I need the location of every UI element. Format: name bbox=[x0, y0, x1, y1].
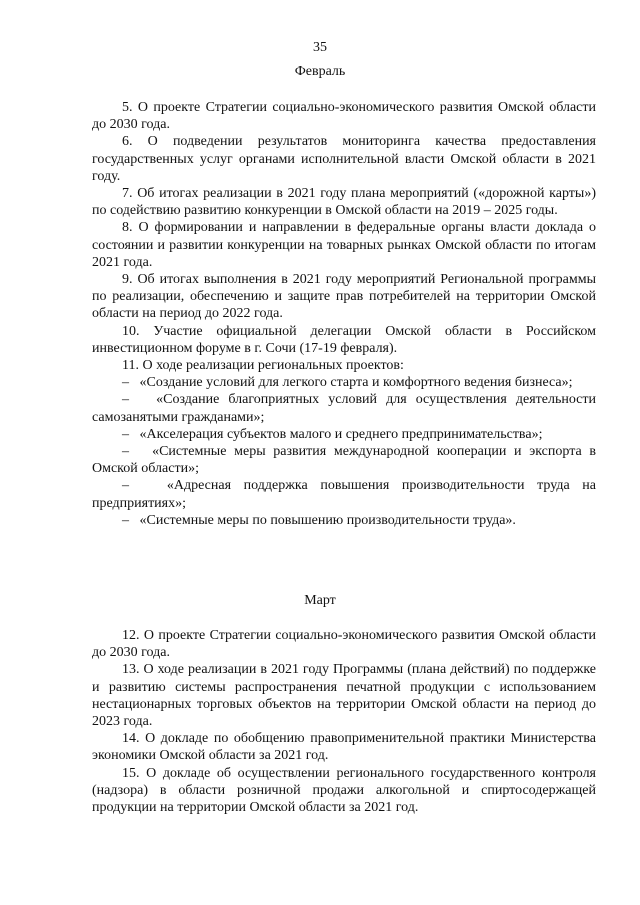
list-item bbox=[92, 185, 596, 219]
bullet-item bbox=[92, 391, 596, 425]
dash-marker: – bbox=[122, 392, 129, 408]
february-list bbox=[92, 99, 596, 529]
bullet-item bbox=[92, 477, 596, 511]
page-number: 35 bbox=[313, 40, 327, 55]
item-number: 15. bbox=[122, 765, 140, 781]
item-number: 9. bbox=[122, 272, 133, 288]
item-number: 5. bbox=[122, 100, 133, 115]
bullet-text: «Создание благоприятных условий для осуществления деятельности самозанятыми гражданами»; bbox=[92, 392, 596, 425]
item-number: 7. bbox=[122, 186, 133, 202]
dash-marker: – bbox=[122, 512, 129, 528]
bullet-text: «Адресная поддержка повышения производительности труда на предприятиях»; bbox=[92, 478, 597, 511]
list-item bbox=[92, 661, 596, 730]
item-text: О подведении результатов мониторинга качества предоставления государственных услуг органами исполнительной власти Омской области в 2021 году. bbox=[92, 134, 596, 184]
dash-marker: – bbox=[122, 375, 129, 391]
bullet-text: «Системные меры по повышению производительности труда». bbox=[139, 512, 516, 528]
bullet-text: «Акселерация субъектов малого и среднего предпринимательства»; bbox=[139, 426, 543, 442]
item-text: Об итогах выполнения в 2021 году мероприятий Региональной программы по реализации, обеспечению и защите прав потребителей на территории Омской области на период до 2022 года. bbox=[92, 272, 597, 322]
item-number: 10. bbox=[122, 323, 140, 339]
list-item bbox=[92, 133, 596, 185]
bullet-item bbox=[92, 426, 596, 443]
dash-marker: – bbox=[122, 426, 129, 442]
march-list bbox=[92, 627, 596, 816]
bullet-text: «Системные меры развития международной кооперации и экспорта в Омской области»; bbox=[92, 444, 596, 477]
list-item bbox=[92, 357, 596, 374]
item-text: О проекте Стратегии социально-экономического развития Омской области до 2030 года. bbox=[92, 100, 596, 133]
item-text: О докладе по обобщению правоприменительной практики Министерства экономики Омской области за 2021 год. bbox=[92, 731, 596, 764]
item-number: 6. bbox=[122, 134, 133, 150]
item-text: Об итогах реализации в 2021 году плана мероприятий («дорожной карты») по содействию развитию конкуренции в Омской области на 2019 – 2025 годы. bbox=[92, 186, 596, 219]
dash-marker: – bbox=[122, 444, 129, 460]
item-text: О формировании и направлении в федеральные органы власти доклада о состоянии и развитии конкуренции на товарных рынках Омской области по итогам 2021 года. bbox=[92, 220, 596, 270]
item-text: О проекте Стратегии социально-экономического развития Омской области до 2030 года. bbox=[92, 628, 596, 661]
bullet-item bbox=[92, 512, 596, 529]
bullet-text: «Создание условий для легкого старта и комфортного ведения бизнеса»; bbox=[139, 375, 573, 391]
bullet-item bbox=[92, 374, 596, 391]
list-item bbox=[92, 730, 596, 764]
item-number: 13. bbox=[122, 662, 140, 678]
bullet-item bbox=[92, 443, 596, 477]
item-text: Участие официальной делегации Омской области в Российском инвестиционном форуме в г. Сочи (17-19 февраля). bbox=[92, 323, 597, 356]
item-text: О ходе реализации региональных проектов: bbox=[142, 358, 404, 374]
item-text: О докладе об осуществлении регионального государственного контроля (надзора) в области розничной продажи алкогольной и спиртосодержащей продукции на территории Омской области за 2021 год. bbox=[92, 765, 596, 816]
item-number: 12. bbox=[122, 628, 140, 643]
item-number: 8. bbox=[122, 220, 133, 236]
list-item bbox=[92, 219, 596, 271]
item-number: 11. bbox=[122, 358, 139, 374]
list-item bbox=[92, 271, 596, 323]
item-number: 14. bbox=[122, 731, 140, 747]
list-item bbox=[92, 765, 596, 817]
list-item bbox=[92, 99, 596, 133]
section-heading-february: Февраль bbox=[294, 64, 346, 79]
dash-marker: – bbox=[122, 478, 129, 494]
list-item bbox=[92, 627, 596, 661]
section-heading-march: Март bbox=[304, 593, 336, 608]
list-item bbox=[92, 323, 596, 357]
item-text: О ходе реализации в 2021 году Программы (плана действий) по поддержке и развитию системы распространения печатной продукции с использованием нестационарных торговых объектов на территории Омской области на период до 2023 года. bbox=[92, 662, 596, 730]
